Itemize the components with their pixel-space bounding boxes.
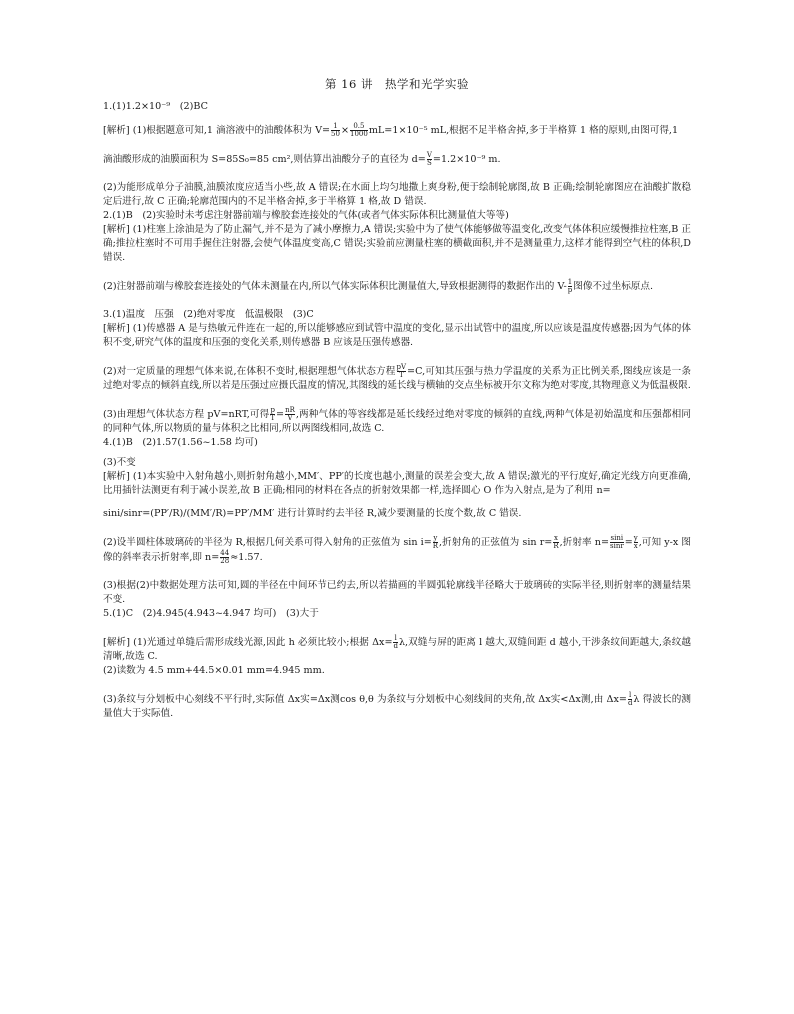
q4-answer: 4.(1)B (2)1.57(1.56~1.58 均可) <box>103 437 258 448</box>
q3-explanation-3: (3)由理想气体状态方程 pV=nRT,可得 $\frac{p}{T}$ = $\frac{nR}{V}$ ,两种气体的等容线都是延长线经过绝对零度的倾斜的直线,两种气体是初始温度和压强都相同的同种气体,所以物质的量与体积之比相同,所以两图线相同,故选 C. <box>103 406 691 434</box>
q1-explanation-1: [解析] (1)根据题意可知,1 滴溶液中的油酸体积为 V= $\frac{1}{50}$ × $\frac{0.5}{1000}$ mL=1×10⁻⁵ mL,根据不足半格舍掉,多于半格算 1 格的原则,由图可得,1 <box>103 122 679 138</box>
fraction: $\frac{\sin i}{\sin r}$ <box>610 534 624 550</box>
fraction: $\frac{y}{R}$ <box>432 534 439 550</box>
q5-explanation-2: (2)读数为 4.5 mm+44.5×0.01 mm=4.945 mm. <box>103 665 325 676</box>
q4-answer-3: (3)不变 <box>103 457 136 468</box>
q5-answer: 5.(1)C (2)4.945(4.943~4.947 均可) (3)大于 <box>103 608 319 619</box>
fraction: $\frac{pV}{T}$ <box>396 363 407 379</box>
fraction: $\frac{0.5}{1000}$ <box>350 122 368 138</box>
q4-explanation-3: (3)根据(2)中数据处理方法可知,圆的半径在中间环节已约去,所以若描画的半圆弧轮廓线半径略大于玻璃砖的实际半径,则折射率的测量结果不变. <box>103 580 691 605</box>
fraction: $\frac{l}{d}$ <box>627 691 633 707</box>
q4-explanation-2: (2)设半圆柱体玻璃砖的半径为 R,根据几何关系可得入射角的正弦值为 sin i= $\frac{y}{R}$ ,折射角的正弦值为 sin r= $\frac{x}{R}$ ,折射率 n= $\frac{\sin i}{\sin r}$ = $\frac{y}{x}$ ,可知 y-x 图像的斜率表示折射率,即 n= $\frac{44}{28}$ ≈1.57. <box>103 534 691 565</box>
fraction: $\frac{y}{x}$ <box>633 534 638 550</box>
q2-answer: 2.(1)B (2)实验时未考虑注射器前端与橡胶套连接处的气体(或者气体实际体积比测量值大等等) <box>103 210 509 221</box>
fraction: $\frac{V}{S}$ <box>426 151 432 167</box>
q1-answer: 1.(1)1.2×10⁻⁹ (2)BC <box>103 101 208 112</box>
q4-explanation-1: [解析] (1)本实验中入射角越小,则折射角越小,MM′、PP′的长度也越小,测量的误差会变大,故 A 错误;激光的平行度好,确定光线方向更准确,比用插针法测更有利于减小误差,故 B 正确;相同的材料在各点的折射效果都一样,选择圆心 O 作为入射点,是为了利用 n= <box>103 471 691 496</box>
q2-explanation-2: (2)注射器前端与橡胶套连接处的气体未测量在内,所以气体实际体积比测量值大,导致根据测得的数据作出的 V- $\frac{1}{p}$ 图像不过坐标原点. <box>103 278 654 294</box>
fraction: $\frac{p}{T}$ <box>270 406 276 422</box>
q3-explanation-2: (2)对一定质量的理想气体来说,在体积不变时,根据理想气体状态方程 $\frac{pV}{T}$ =C,可知其压强与热力学温度的关系为正比例关系,图线应该是一条过绝对零点的倾斜直线,所以若是压强过应摄氏温度的情况,其图线的延长线与横轴的交点坐标被开尔文称为绝对零度,其物理意义为低温极限. <box>103 363 691 391</box>
q5-explanation-3: (3)条纹与分划板中心刻线不平行时,实际值 Δx实=Δx测cos θ,θ 为条纹与分划板中心刻线间的夹角,故 Δx实<Δx测,由 Δx= $\frac{l}{d}$ λ 得波长的测量值大于实际值. <box>103 691 692 719</box>
q3-explanation-1: [解析] (1)传感器 A 是与热敏元件连在一起的,所以能够感应到试管中温度的变化,显示出试管中的温度,所以应该是温度传感器;因为气体的体积不变,研究气体的温度和压强的变化关系,则传感器 B 应该是压强传感器. <box>103 323 691 348</box>
document-page <box>103 76 691 721</box>
q4-explanation-formula: sini/sinr=(PP′/R)/(MM′/R)=PP′/MM′ 进行计算时约去半径 R,减少要测量的长度个数,故 C 错误. <box>103 508 522 519</box>
fraction: $\frac{x}{R}$ <box>553 534 559 550</box>
fraction: $\frac{1}{p}$ <box>567 278 573 294</box>
q2-explanation-1: [解析] (1)柱塞上涂油是为了防止漏气,并不是为了减小摩擦力,A 错误;实验中为了使气体能够做等温变化,改变气体体积应缓慢推拉柱塞,B 正确;推拉柱塞时不可用手握住注射器,会使气体温度变高,C 错误;实验前应测量柱塞的横截面积,并不是测量重力,这样才能得到空气柱的体积,D 错误. <box>103 224 691 263</box>
fraction: $\frac{1}{50}$ <box>331 122 340 138</box>
fraction: $\frac{nR}{V}$ <box>285 406 295 422</box>
fraction: $\frac{l}{d}$ <box>393 634 398 650</box>
fraction: $\frac{44}{28}$ <box>220 549 230 565</box>
q5-explanation-1: [解析] (1)光通过单缝后需形成线光源,因此 h 必须比较小;根据 Δx= $\frac{l}{d}$ λ,双缝与屏的距离 l 越大,双缝间距 d 越小,干涉条纹间距越大,条纹越清晰,故选 C. <box>103 634 691 662</box>
q1-explanation-3: (2)为能形成单分子油膜,油膜浓度应适当小些,故 A 错误;在水面上均匀地撒上爽身粉,便于绘制轮廓图,故 B 正确;绘制轮廓图应在油酸扩散稳定后进行,故 C 正确;轮廓范围内的不足半格舍掉,多于半格算 1 格,故 D 错误. <box>103 182 691 207</box>
q1-explanation-2: 滴油酸形成的油膜面积为 S=85S₀=85 cm²,则估算出油酸分子的直径为 d= $\frac{V}{S}$ =1.2×10⁻⁹ m. <box>103 151 501 167</box>
page-title: 第 16 讲 热学和光学实验 <box>325 77 469 91</box>
q3-answer: 3.(1)温度 压强 (2)绝对零度 低温极限 (3)C <box>103 309 314 320</box>
